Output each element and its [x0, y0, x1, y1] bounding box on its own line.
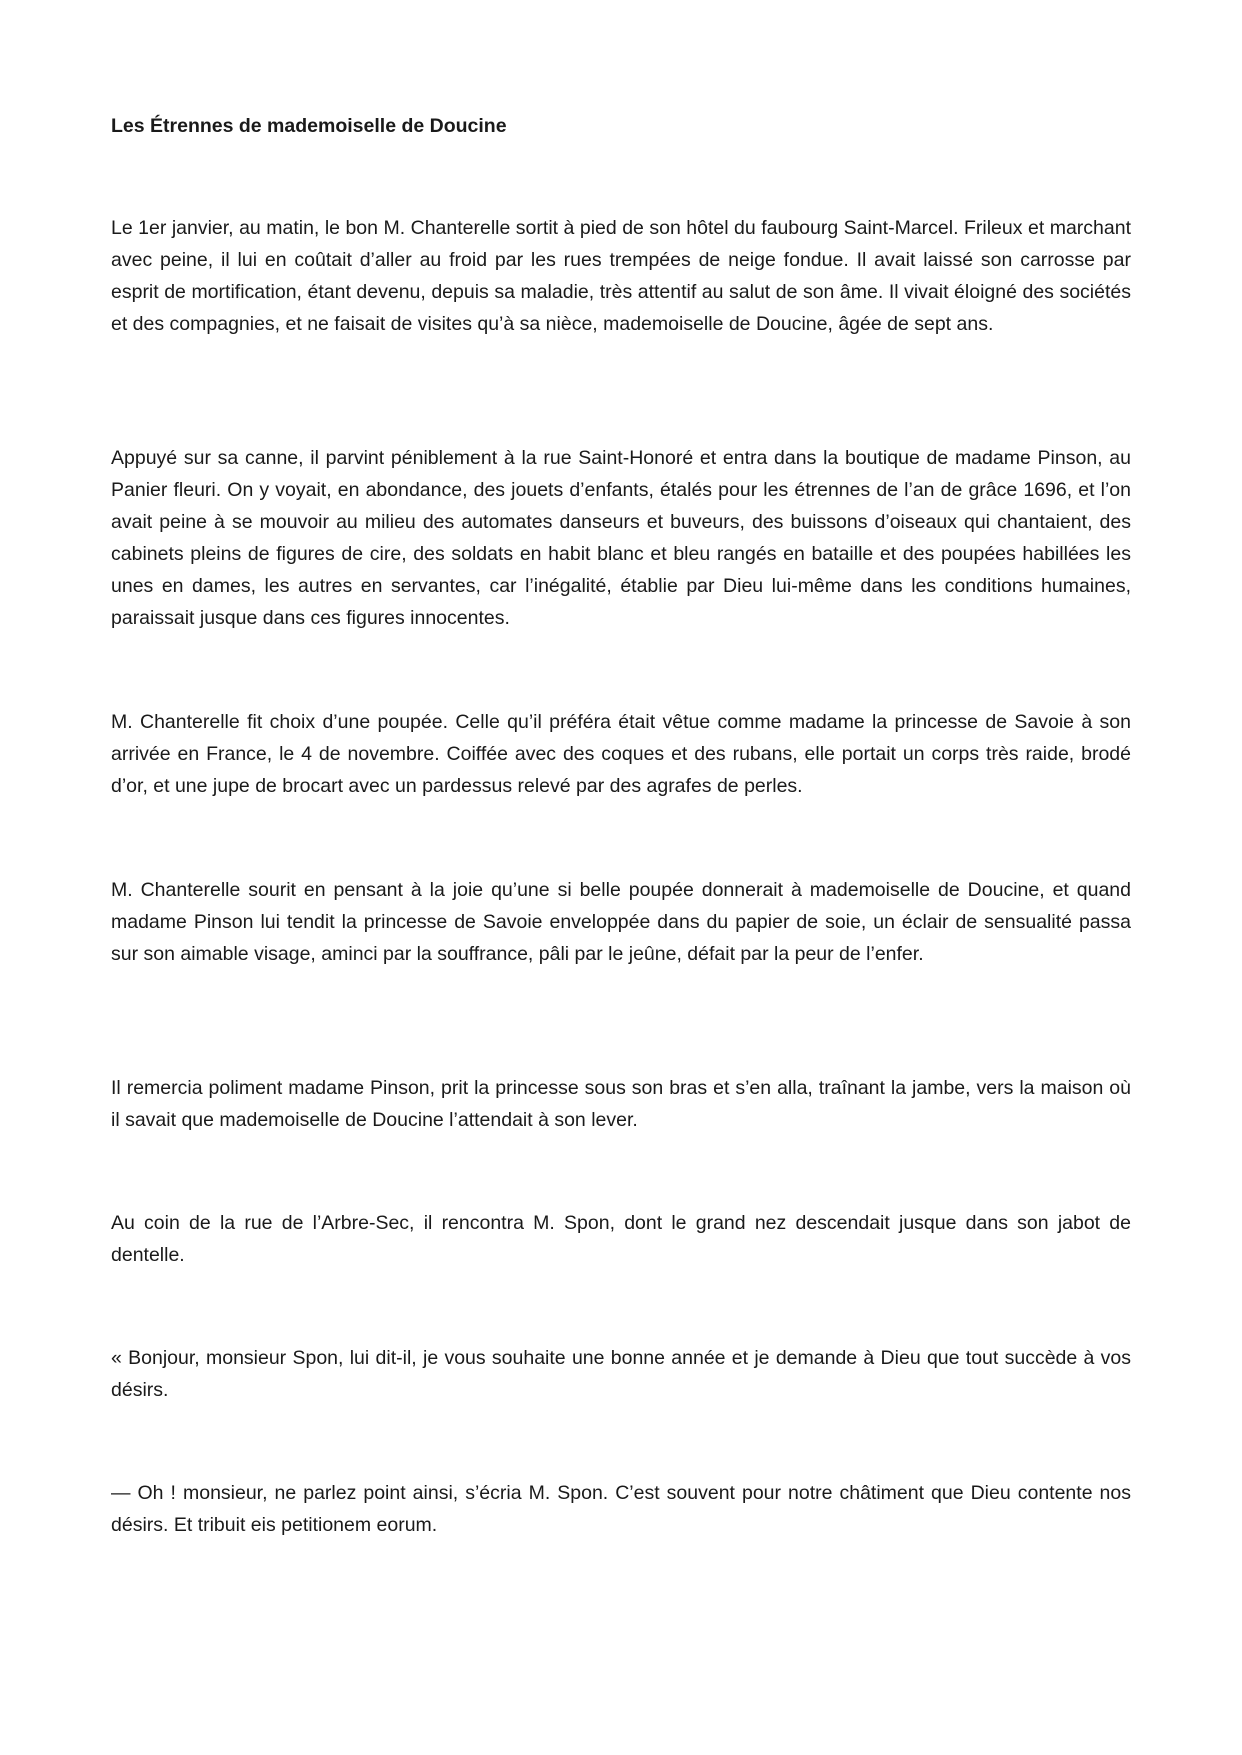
document-title: Les Étrennes de mademoiselle de Doucine: [111, 115, 507, 137]
paragraph: Appuyé sur sa canne, il parvint péniblement à la rue Saint-Honoré et entra dans la boutique de madame Pinson, au Panier fleuri. On y voyait, en abondance, des jouets d’enfants, étalés pour les étrennes de l’an de grâce 1696, et l’on avait peine à se mouvoir au milieu des automates danseurs et buveurs, des buissons d’oiseaux qui chantaient, des cabinets pleins de figures de cire, des soldats en habit blanc et bleu rangés en bataille et des poupées habillées les unes en dames, les autres en servantes, car l’inégalité, établie par Dieu lui-même dans les conditions humaines, paraissait jusque dans ces figures innocentes.: [111, 447, 1131, 629]
paragraph: Au coin de la rue de l’Arbre-Sec, il rencontra M. Spon, dont le grand nez descendait jusque dans son jabot de dentelle.: [111, 1212, 1131, 1266]
paragraph: Il remercia poliment madame Pinson, prit la princesse sous son bras et s’en alla, traînant la jambe, vers la maison où il savait que mademoiselle de Doucine l’attendait à son lever.: [111, 1077, 1131, 1131]
paragraph: Le 1er janvier, au matin, le bon M. Chanterelle sortit à pied de son hôtel du faubourg Saint-Marcel. Frileux et marchant avec peine, il lui en coûtait d’aller au froid par les rues trempées de neige fondue. Il avait laissé son carrosse par esprit de mortification, étant devenu, depuis sa maladie, très attentif au salut de son âme. Il vivait éloigné des sociétés et des compagnies, et ne faisait de visites qu’à sa nièce, mademoiselle de Doucine, âgée de sept ans.: [111, 217, 1131, 335]
paragraph: — Oh ! monsieur, ne parlez point ainsi, s’écria M. Spon. C’est souvent pour notre châtiment que Dieu contente nos désirs. Et tribuit eis petitionem eorum.: [111, 1482, 1131, 1536]
paragraph: « Bonjour, monsieur Spon, lui dit-il, je vous souhaite une bonne année et je demande à Dieu que tout succède à vos désirs.: [111, 1347, 1131, 1401]
paragraph: M. Chanterelle fit choix d’une poupée. Celle qu’il préféra était vêtue comme madame la princesse de Savoie à son arrivée en France, le 4 de novembre. Coiffée avec des coques et des rubans, elle portait un corps très raide, brodé d’or, et une jupe de brocart avec un pardessus relevé par des agrafes de perles.: [111, 711, 1131, 797]
paragraph: M. Chanterelle sourit en pensant à la joie qu’une si belle poupée donnerait à mademoiselle de Doucine, et quand madame Pinson lui tendit la princesse de Savoie enveloppée dans du papier de soie, un éclair de sensualité passa sur son aimable visage, aminci par la souffrance, pâli par le jeûne, défait par la peur de l’enfer.: [111, 879, 1131, 965]
